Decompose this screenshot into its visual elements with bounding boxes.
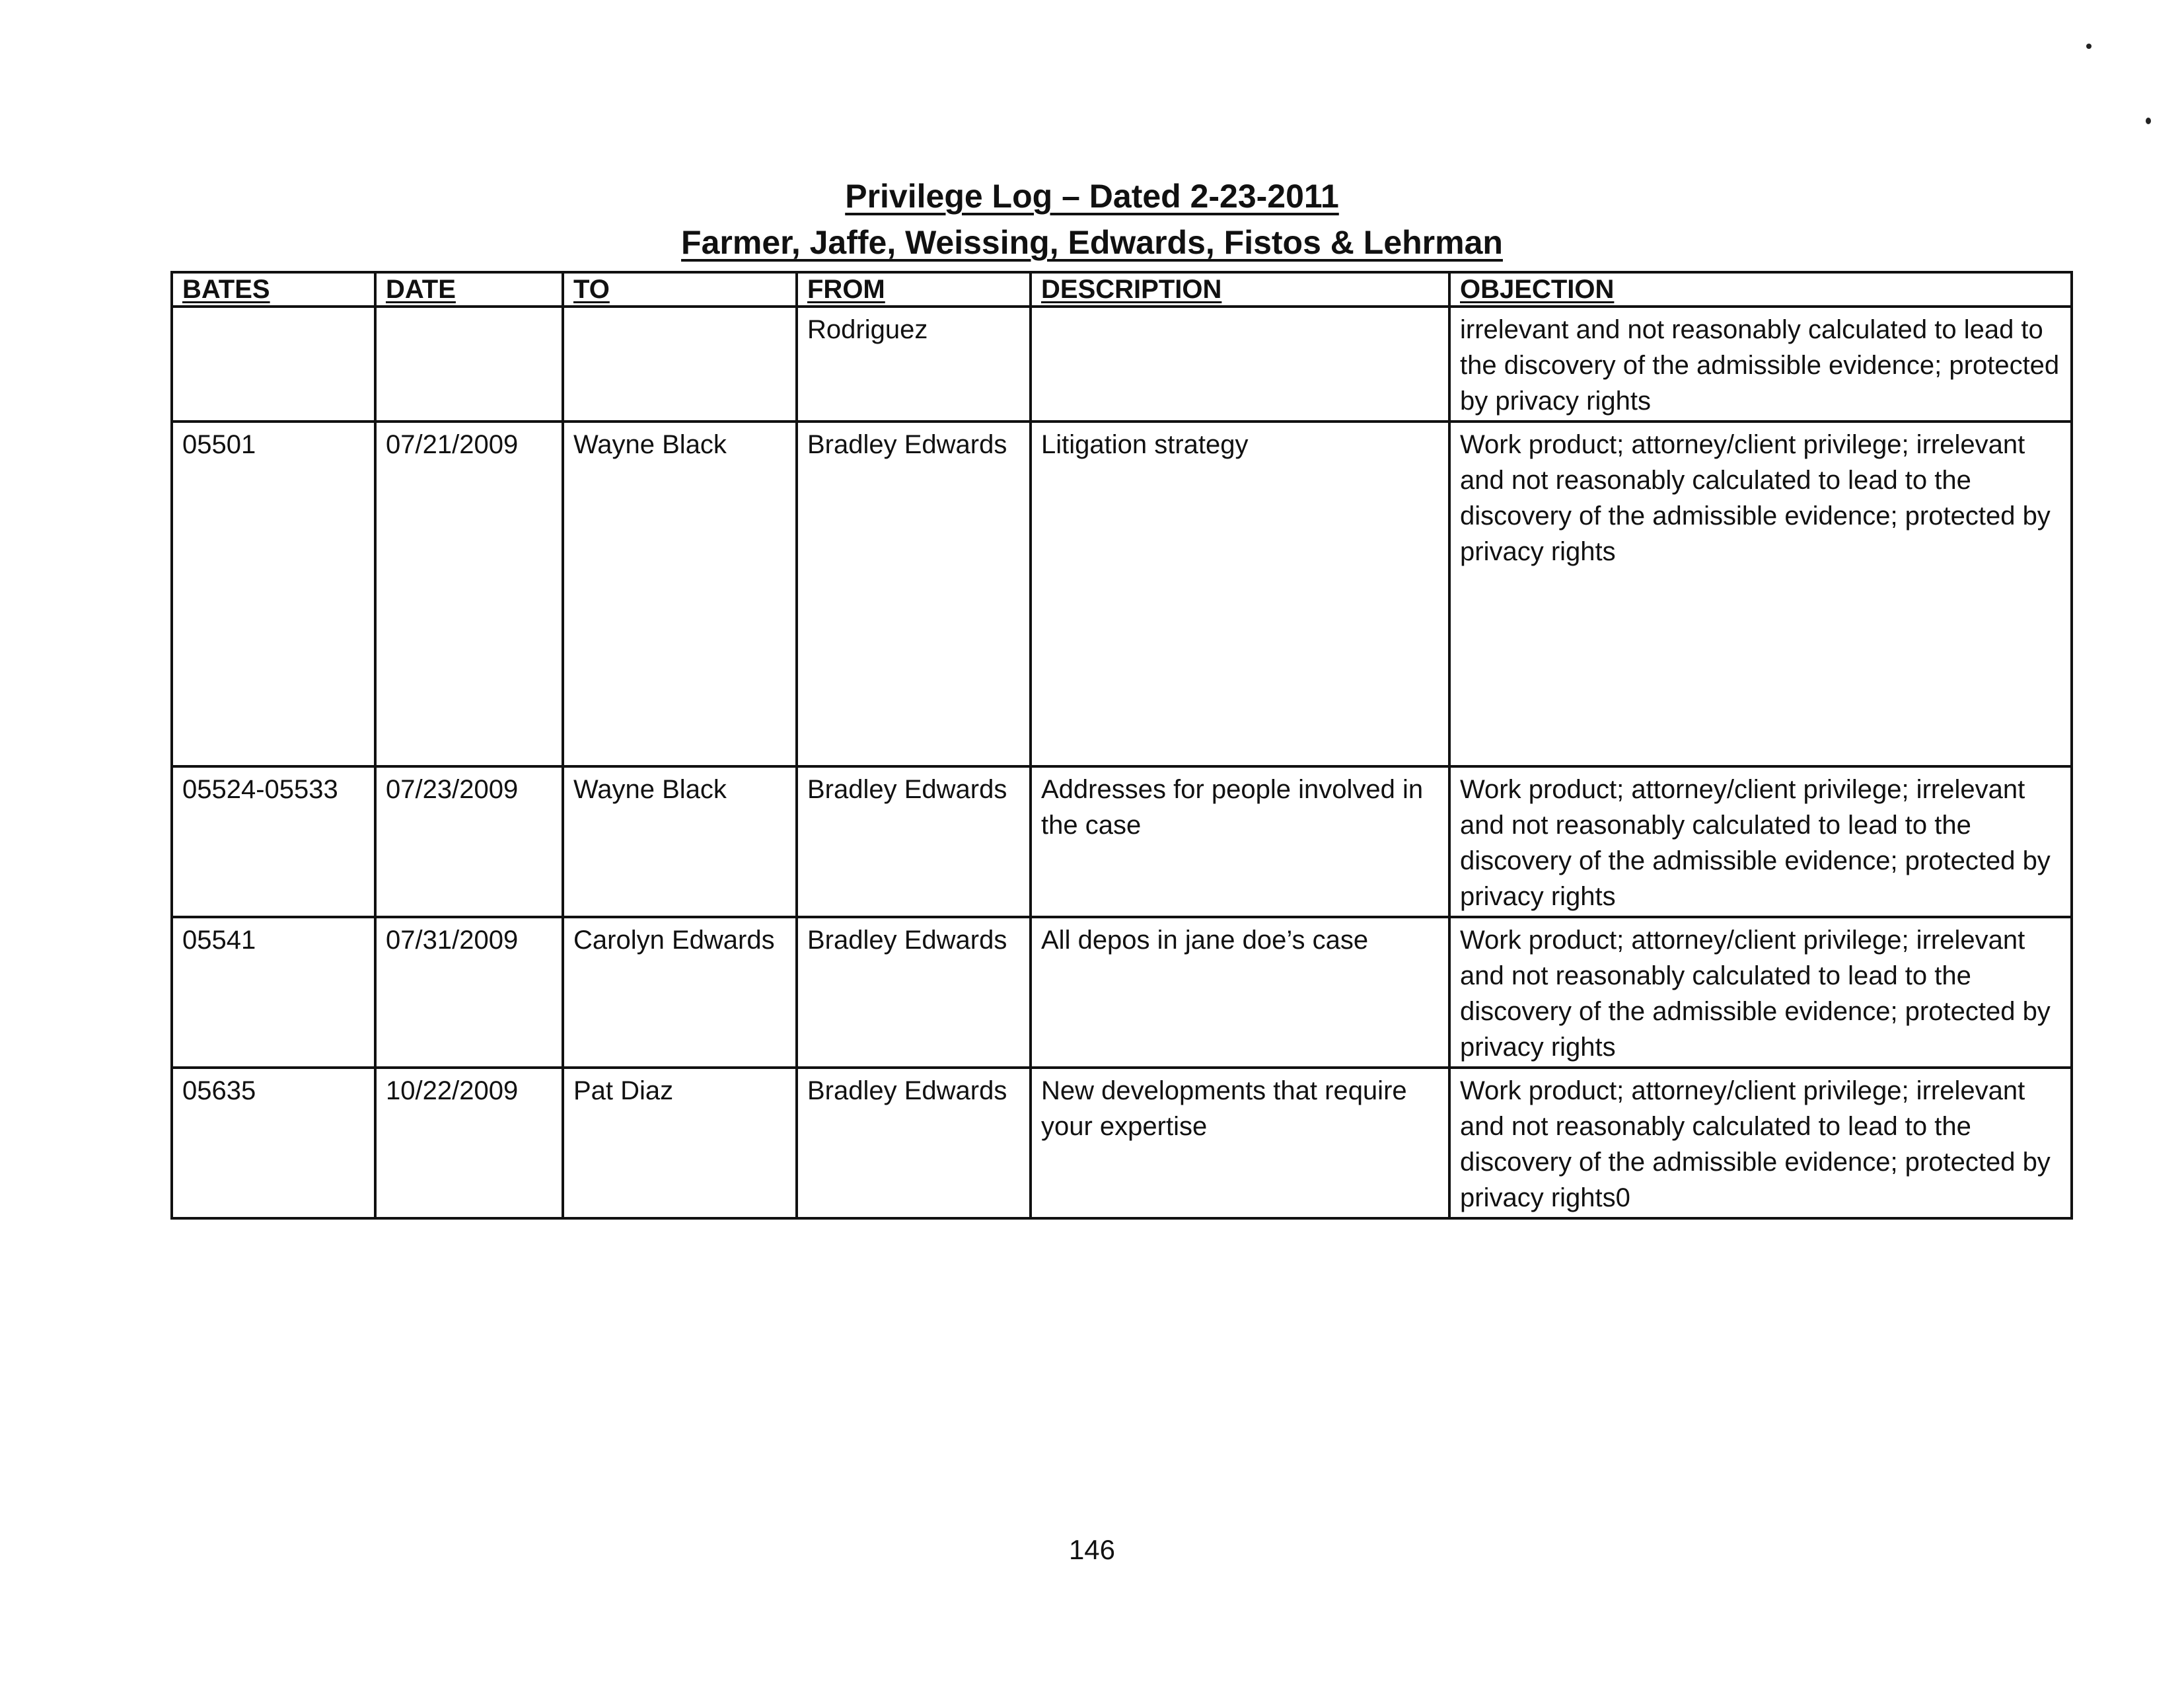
document-title: Privilege Log – Dated 2-23-2011: [845, 178, 1339, 215]
cell-bates: 05541: [172, 917, 375, 1068]
cell-objection: Work product; attorney/client privilege; irrelevant and not reasonably calculated to lead to the discovery of the admissible evidence; protected by privacy rights: [1449, 422, 2072, 766]
cell-date: 07/31/2009: [375, 917, 563, 1068]
scan-speck: [2086, 44, 2092, 49]
cell-from: Bradley Edwards: [797, 1068, 1031, 1218]
table-row: [172, 1068, 2072, 1218]
cell-objection: irrelevant and not reasonably calculated to lead to the discovery of the admissible evidence; protected by privacy rights: [1449, 307, 2072, 422]
cell-to: Wayne Black: [563, 766, 797, 917]
cell-date: 10/22/2009: [375, 1068, 563, 1218]
cell-description: New developments that require your expertise: [1031, 1068, 1449, 1218]
cell-objection: Work product; attorney/client privilege; irrelevant and not reasonably calculated to lead to the discovery of the admissible evidence; protected by privacy rights0: [1449, 1068, 2072, 1218]
cell-description: [1031, 307, 1449, 422]
cell-from: Bradley Edwards: [797, 422, 1031, 766]
cell-date: 07/21/2009: [375, 422, 563, 766]
table-row: [172, 917, 2072, 1068]
header-bates: BATES: [172, 272, 375, 307]
cell-date: 07/23/2009: [375, 766, 563, 917]
cell-bates: [172, 307, 375, 422]
table-row: [172, 766, 2072, 917]
table-row: [172, 422, 2072, 766]
cell-bates: 05635: [172, 1068, 375, 1218]
cell-to: Carolyn Edwards: [563, 917, 797, 1068]
cell-from: Bradley Edwards: [797, 766, 1031, 917]
header-date: DATE: [375, 272, 563, 307]
cell-to: [563, 307, 797, 422]
header-to: TO: [563, 272, 797, 307]
cell-objection: Work product; attorney/client privilege; irrelevant and not reasonably calculated to lead to the discovery of the admissible evidence; protected by privacy rights: [1449, 917, 2072, 1068]
cell-date: [375, 307, 563, 422]
cell-from: Rodriguez: [797, 307, 1031, 422]
header-from: FROM: [797, 272, 1031, 307]
cell-description: Litigation strategy: [1031, 422, 1449, 766]
header-objection: OBJECTION: [1449, 272, 2072, 307]
cell-description: Addresses for people involved in the case: [1031, 766, 1449, 917]
cell-from: Bradley Edwards: [797, 917, 1031, 1068]
cell-bates: 05524-05533: [172, 766, 375, 917]
cell-description: All depos in jane doe’s case: [1031, 917, 1449, 1068]
cell-to: Pat Diaz: [563, 1068, 797, 1218]
page-number: 146: [1068, 1534, 1116, 1565]
header-description: DESCRIPTION: [1031, 272, 1449, 307]
table-row: [172, 307, 2072, 422]
table-header-row: [172, 272, 2072, 307]
document-subtitle: Farmer, Jaffe, Weissing, Edwards, Fistos & Lehrman: [681, 224, 1503, 261]
cell-to: Wayne Black: [563, 422, 797, 766]
privilege-log-table: [170, 271, 2073, 1220]
cell-objection: Work product; attorney/client privilege; irrelevant and not reasonably calculated to lead to the discovery of the admissible evidence; protected by privacy rights: [1449, 766, 2072, 917]
cell-bates: 05501: [172, 422, 375, 766]
scan-speck: [2146, 118, 2151, 124]
